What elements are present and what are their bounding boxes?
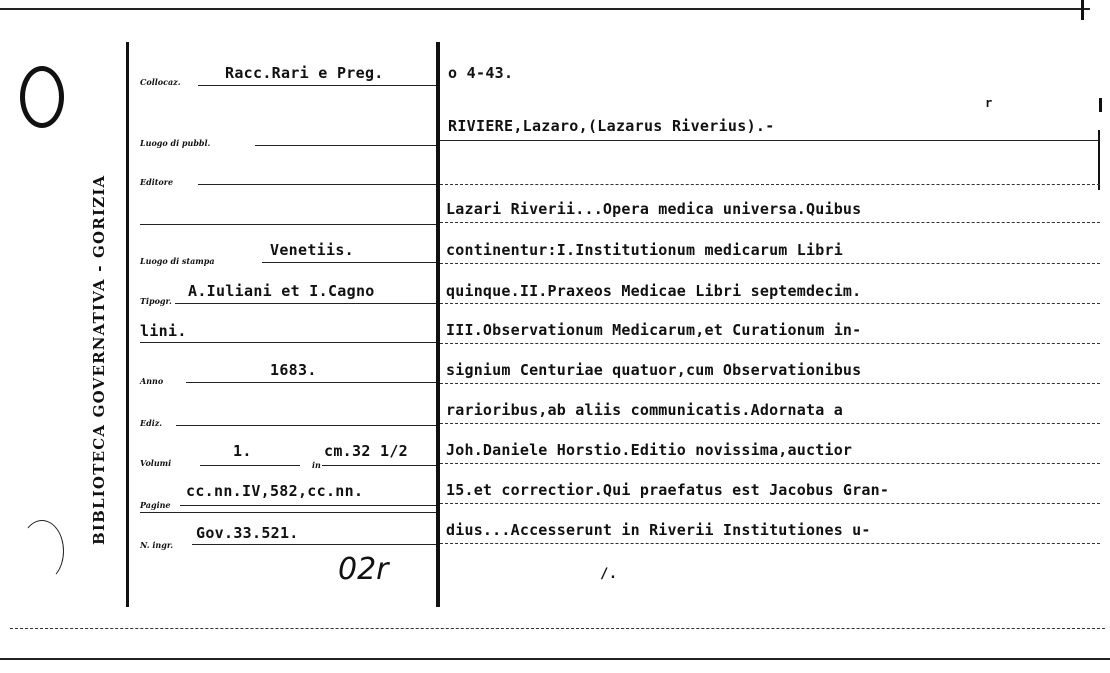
luogo-pubbl-underline xyxy=(255,145,436,146)
library-side-label: BIBLIOTECA GOVERNATIVA - GORIZIA xyxy=(90,174,108,545)
description-line: Lazari Riverii...Opera medica universa.Quibus xyxy=(446,200,862,218)
ruled-line xyxy=(440,423,1100,424)
ruled-line xyxy=(440,222,1100,223)
luogo-stampa-underline xyxy=(262,262,436,263)
author-heading: RIVIERE,Lazaro,(Lazarus Riverius).- xyxy=(448,117,775,135)
right-edge-mark xyxy=(1098,130,1100,190)
pagine-underline xyxy=(180,505,436,506)
formato-underline xyxy=(322,465,436,466)
top-border xyxy=(0,8,1090,10)
editore-underline-2 xyxy=(140,224,436,225)
left-bracket-mark xyxy=(20,520,64,582)
left-column-line xyxy=(126,42,129,607)
ruled-line xyxy=(440,343,1100,344)
pagine-underline-2 xyxy=(140,512,436,513)
collocazione-value: Racc.Rari e Preg. xyxy=(225,64,384,82)
inv-label: N. ingr. xyxy=(140,540,174,550)
anno-label: Anno xyxy=(140,376,164,386)
separator-dotted xyxy=(440,184,1100,185)
formato-value: cm.32 1/2 xyxy=(324,442,408,460)
anno-underline xyxy=(186,382,436,383)
center-column-line xyxy=(436,42,440,607)
tipogr-underline-2 xyxy=(140,342,436,343)
tipogr-value-cont: lini. xyxy=(140,322,187,340)
volumi-label: Volumi xyxy=(140,458,172,468)
bottom-dotted-line xyxy=(10,628,1105,629)
luogo-stampa-label: Luogo di stampa xyxy=(140,256,215,266)
editore-label: Editore xyxy=(140,177,174,187)
ruled-line xyxy=(440,303,1100,304)
description-line: 15.et correctior.Qui praefatus est Jacobus Gran- xyxy=(446,481,890,499)
description-line: quinque.II.Praxeos Medicae Libri septemdecim. xyxy=(446,282,862,300)
tipogr-value: A.Iuliani et I.Cagno xyxy=(188,282,375,300)
collocazione-label: Collocaz. xyxy=(140,77,181,87)
punch-hole xyxy=(20,66,64,128)
ruled-line xyxy=(440,543,1100,544)
bottom-mark: /. xyxy=(600,566,618,582)
inv-underline xyxy=(192,544,436,545)
ruled-line xyxy=(440,503,1100,504)
ruled-line xyxy=(440,263,1100,264)
heading-mark: r xyxy=(985,96,993,110)
description-line: Joh.Daniele Horstio.Editio novissima,auctior xyxy=(446,441,853,459)
description-line: continentur:I.Institutionum medicarum Libri xyxy=(446,241,843,259)
handwritten-mark: 02r xyxy=(338,552,389,587)
description-line: III.Observationum Medicarum,et Curationum in- xyxy=(446,321,862,339)
pagine-label: Pagine xyxy=(140,500,171,510)
ruled-line xyxy=(440,463,1100,464)
anno-value: 1683. xyxy=(270,361,317,379)
top-right-mark xyxy=(1081,0,1084,20)
tipogr-underline xyxy=(175,303,436,304)
collocazione-underline xyxy=(198,85,436,86)
description-line: dius...Accesserunt in Riverii Institutiones u- xyxy=(446,521,871,539)
description-line: signium Centuriae quatuor,cum Observationibus xyxy=(446,361,862,379)
ruled-line xyxy=(440,383,1100,384)
luogo-stampa-value: Venetiis. xyxy=(270,241,354,259)
in-label: in xyxy=(312,460,321,470)
luogo-pubbl-label: Luogo di pubbl. xyxy=(140,138,211,148)
ediz-underline xyxy=(176,425,436,426)
description-line: rarioribus,ab aliis communicatis.Adornata a xyxy=(446,401,843,419)
inv-value: Gov.33.521. xyxy=(196,524,299,542)
heading-underline xyxy=(440,140,1100,141)
right-edge-tick xyxy=(1099,98,1102,112)
tipogr-label: Tipogr. xyxy=(140,296,172,306)
volumi-value: 1. xyxy=(233,442,252,460)
volumi-underline xyxy=(200,465,300,466)
bottom-border xyxy=(0,658,1110,660)
pagine-value: cc.nn.IV,582,cc.nn. xyxy=(186,482,364,500)
editore-underline xyxy=(198,184,436,185)
ediz-label: Ediz. xyxy=(140,418,163,428)
collocazione-value-cont: o 4-43. xyxy=(448,64,514,82)
